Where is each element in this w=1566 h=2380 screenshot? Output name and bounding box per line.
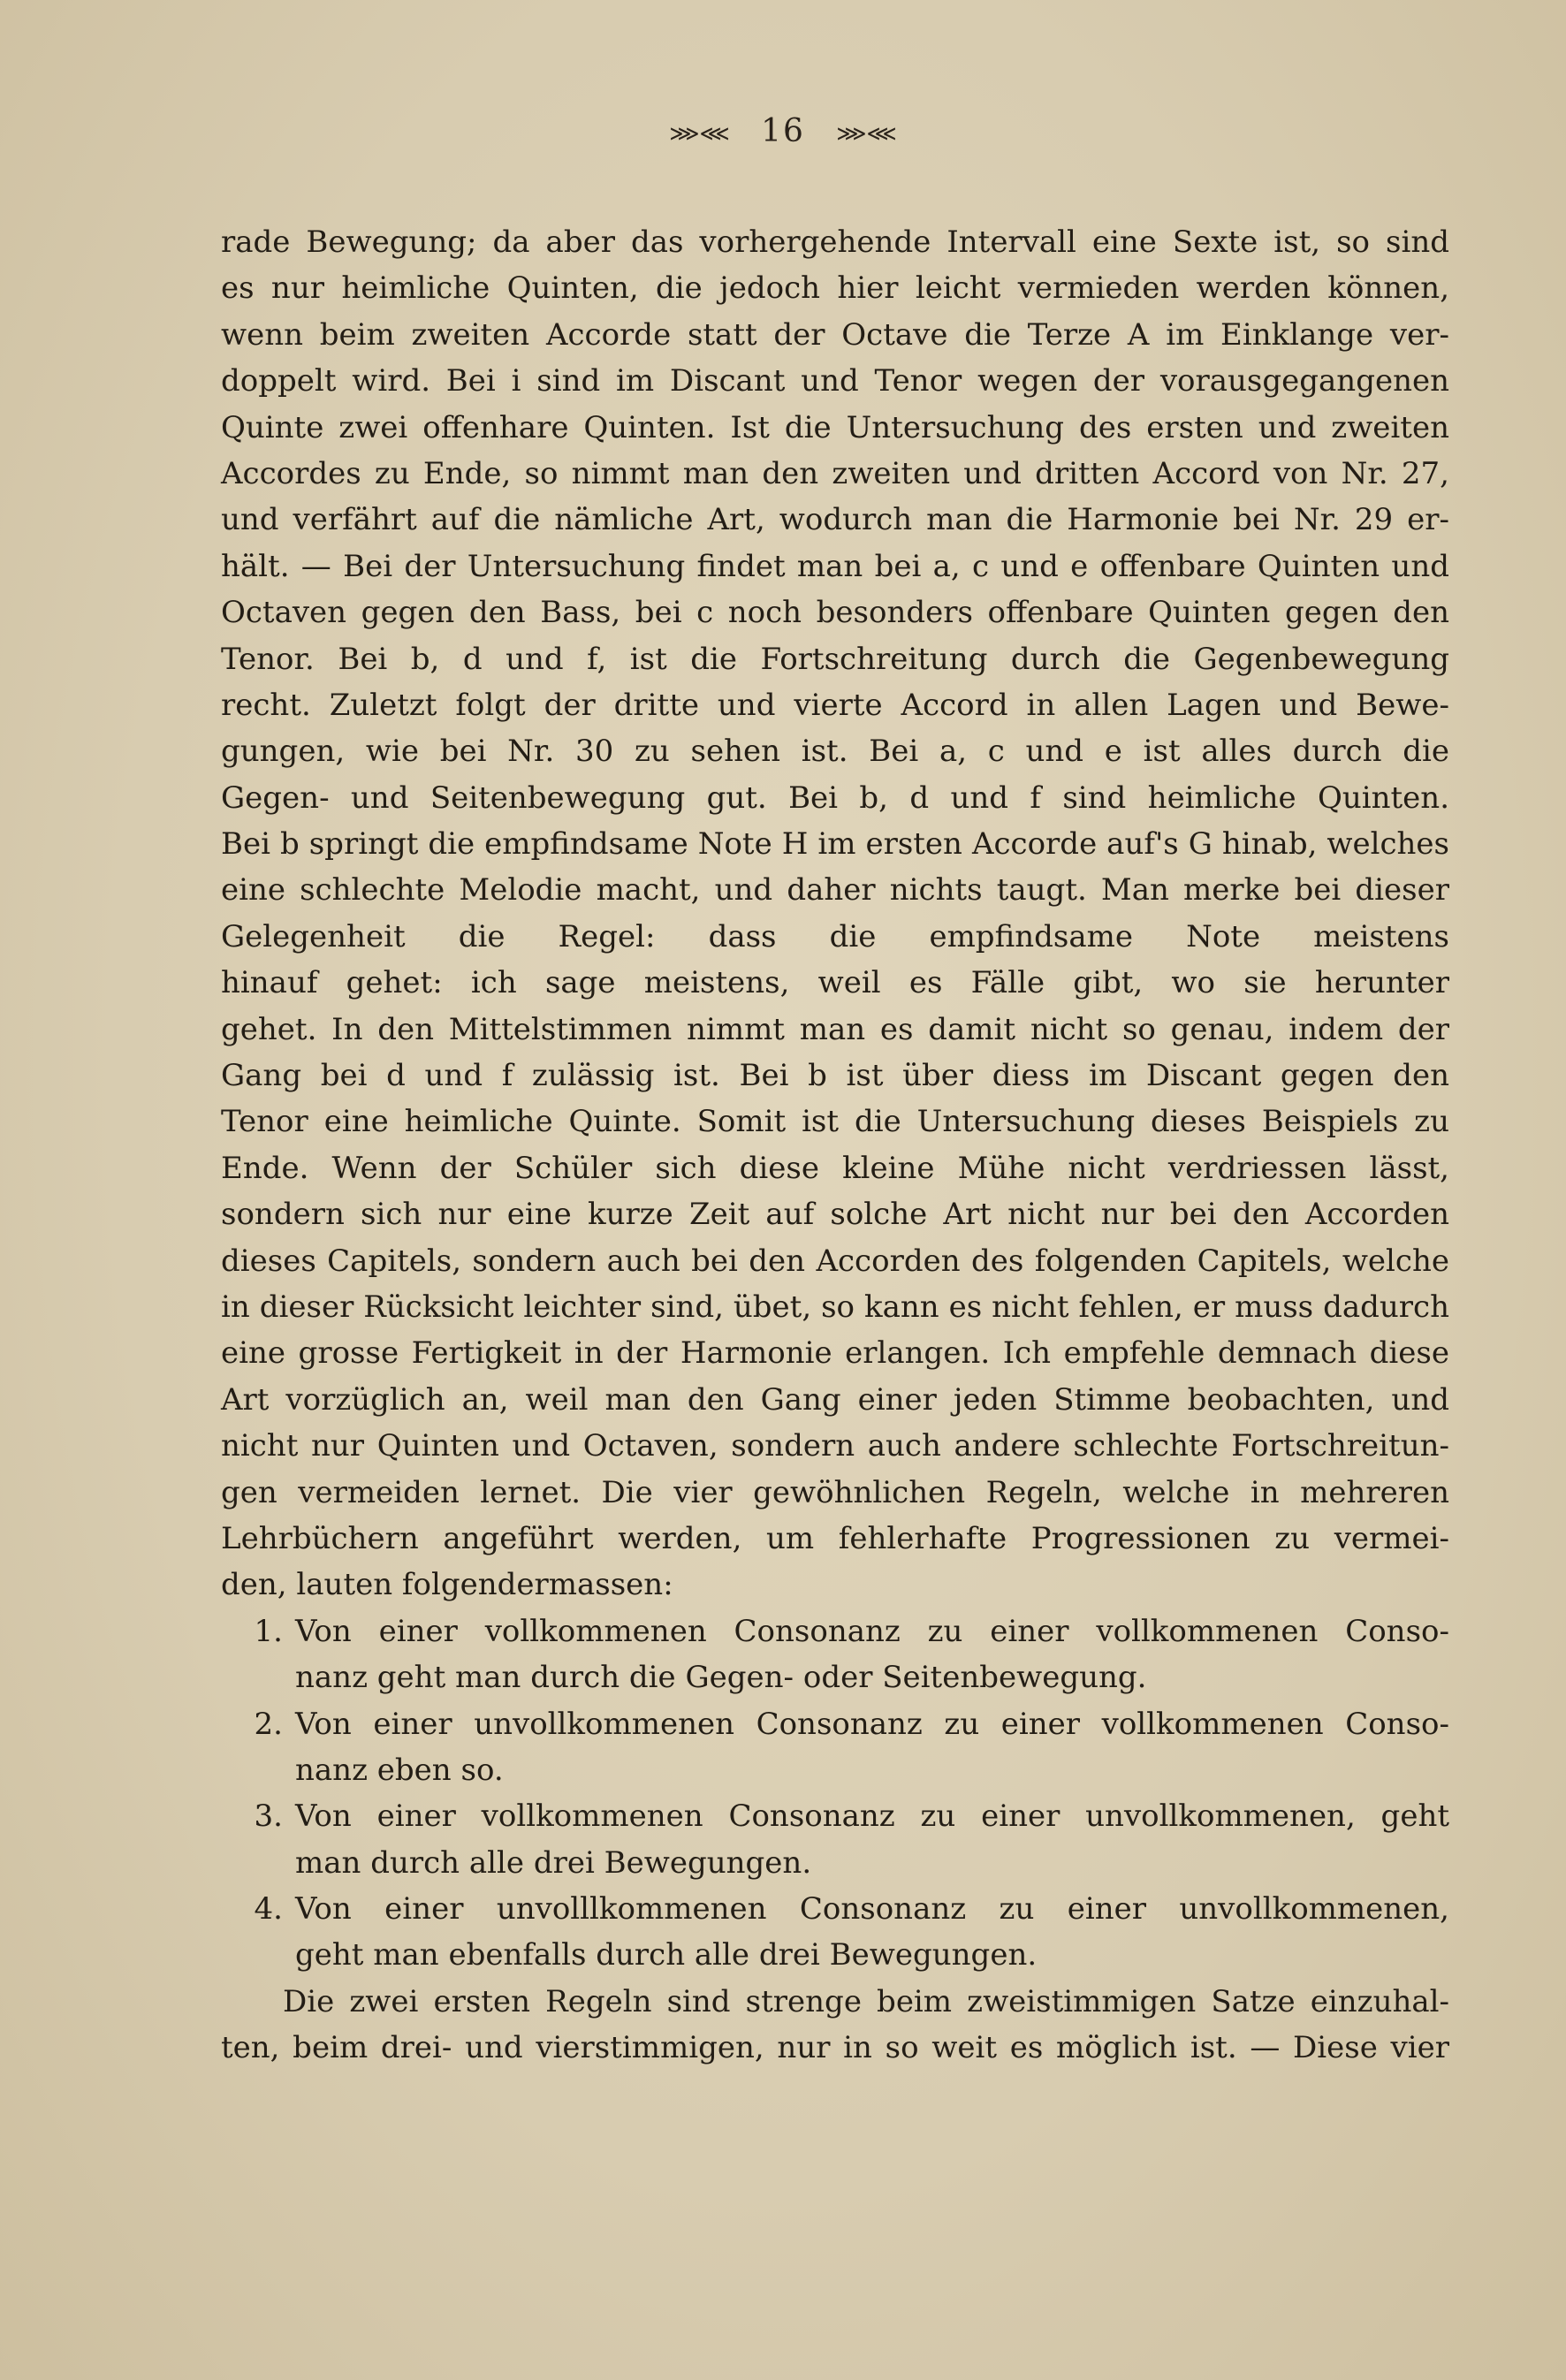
text-line: Octaven gegen den Bass, bei c noch besonders offenbare Quinten gegen den [221,595,1449,631]
page-number: 16 [761,113,805,149]
text-line: und verfährt auf die nämliche Art, wodurch man die Harmonie bei Nr. 29 er- [221,502,1449,538]
rule-text: Von einer unvolllkommenen Consonanz zu einer unvollkommenen, [295,1891,1449,1928]
rule-text: geht man ebenfalls durch alle drei Bewegungen. [295,1937,1038,1973]
text-line: Gegen- und Seitenbewegung gut. Bei b, d und f sind heimliche Quinten. [221,779,1449,816]
text-line: Die zwei ersten Regeln sind strenge beim zweistimmigen Satze einzuhal- [283,1983,1449,2019]
page-header [0,113,1566,149]
text-line: Tenor eine heimliche Quinte. Somit ist die Untersuchung dieses Beispiels zu [221,1104,1449,1140]
rule-text: man durch alle drei Bewegungen. [295,1844,812,1881]
text-line: ten, beim drei- und vierstimmigen, nur in so weit es möglich ist. — Diese vier [221,2030,1449,2066]
text-line: dieses Capitels, sondern auch bei den Accorden des folgenden Capitels, welche [221,1243,1449,1279]
rule-text: Von einer vollkommenen Consonanz zu einer unvollkommenen, geht [295,1798,1449,1835]
text-line: hält. — Bei der Untersuchung findet man bei a, c und e offenbare Quinten und [221,548,1449,584]
rule-text: nanz eben so. [295,1752,504,1788]
ornament-left-icon: ⋙⋘ [669,121,730,146]
rule-text: Von einer unvollkommenen Consonanz zu einer vollkommenen Conso- [295,1706,1449,1742]
text-line: Tenor. Bei b, d und f, ist die Fortschreitung durch die Gegenbewegung [221,641,1449,677]
text-line: Ende. Wenn der Schüler sich diese kleine Mühe nicht verdriessen lässt, [221,1150,1449,1186]
text-line: recht. Zuletzt folgt der dritte und vierte Accord in allen Lagen und Bewe- [221,687,1449,723]
text-line: Gelegenheit die Regel: dass die empfindsame Note meistens [221,918,1449,954]
text-line: Art vorzüglich an, weil man den Gang einer jeden Stimme beobachten, und [221,1381,1449,1418]
rule-number: 3. [254,1798,283,1835]
rule-number: 4. [254,1891,283,1928]
text-line: Gang bei d und f zulässig ist. Bei b ist über diess im Discant gegen den [221,1058,1449,1094]
page-body [221,219,1449,2072]
rule-text: nanz geht man durch die Gegen- oder Seitenbewegung. [295,1660,1147,1696]
text-line: gen vermeiden lernet. Die vier gewöhnlichen Regeln, welche in mehreren [221,1474,1449,1510]
text-line: gungen, wie bei Nr. 30 zu sehen ist. Bei a, c und e ist alles durch die [221,734,1449,770]
rules-list [221,1608,1449,1979]
text-line: hinauf gehet: ich sage meistens, weil es Fälle gibt, wo sie herunter [221,965,1449,1001]
text-line: wenn beim zweiten Accorde statt der Octave die Terze A im Einklange ver- [221,316,1449,353]
rule-item [221,1793,1449,1886]
text-line: es nur heimliche Quinten, die jedoch hier leicht vermieden werden können, [221,270,1449,307]
rule-text: Von einer vollkommenen Consonanz zu einer vollkommenen Conso- [295,1613,1449,1649]
text-line: Accordes zu Ende, so nimmt man den zweiten und dritten Accord von Nr. 27, [221,455,1449,491]
text-line: gehet. In den Mittelstimmen nimmt man es damit nicht so genau, indem der [221,1011,1449,1047]
text-line: eine schlechte Melodie macht, und daher nichts taugt. Man merke bei dieser [221,872,1449,909]
rule-item [221,1608,1449,1701]
text-line: nicht nur Quinten und Octaven, sondern auch andere schlechte Fortschreitun- [221,1428,1449,1464]
rule-number: 2. [254,1706,283,1742]
paragraph-1 [221,219,1449,1608]
rule-number: 1. [254,1613,283,1649]
text-line: doppelt wird. Bei i sind im Discant und Tenor wegen der vorausgegangenen [221,363,1449,399]
text-line: Quinte zwei offenhare Quinten. Ist die Untersuchung des ersten und zweiten [221,409,1449,445]
text-line: Lehrbüchern angeführt werden, um fehlerhafte Progressionen zu vermei- [221,1520,1449,1556]
rule-item [221,1886,1449,1979]
rule-item [221,1701,1449,1794]
ornament-right-icon: ⋙⋘ [836,121,897,146]
text-line: sondern sich nur eine kurze Zeit auf solche Art nicht nur bei den Accorden [221,1197,1449,1233]
paragraph-2 [221,1979,1449,2072]
text-line: eine grosse Fertigkeit in der Harmonie erlangen. Ich empfehle demnach diese [221,1335,1449,1372]
text-line: rade Bewegung; da aber das vorhergehende Intervall eine Sexte ist, so sind [221,224,1449,260]
text-line: den, lauten folgendermassen: [221,1567,673,1603]
text-line: in dieser Rücksicht leichter sind, übet, so kann es nicht fehlen, er muss dadurch [221,1289,1449,1325]
text-line: Bei b springt die empfindsame Note H im ersten Accorde auf's G hinab, welches [221,826,1449,863]
